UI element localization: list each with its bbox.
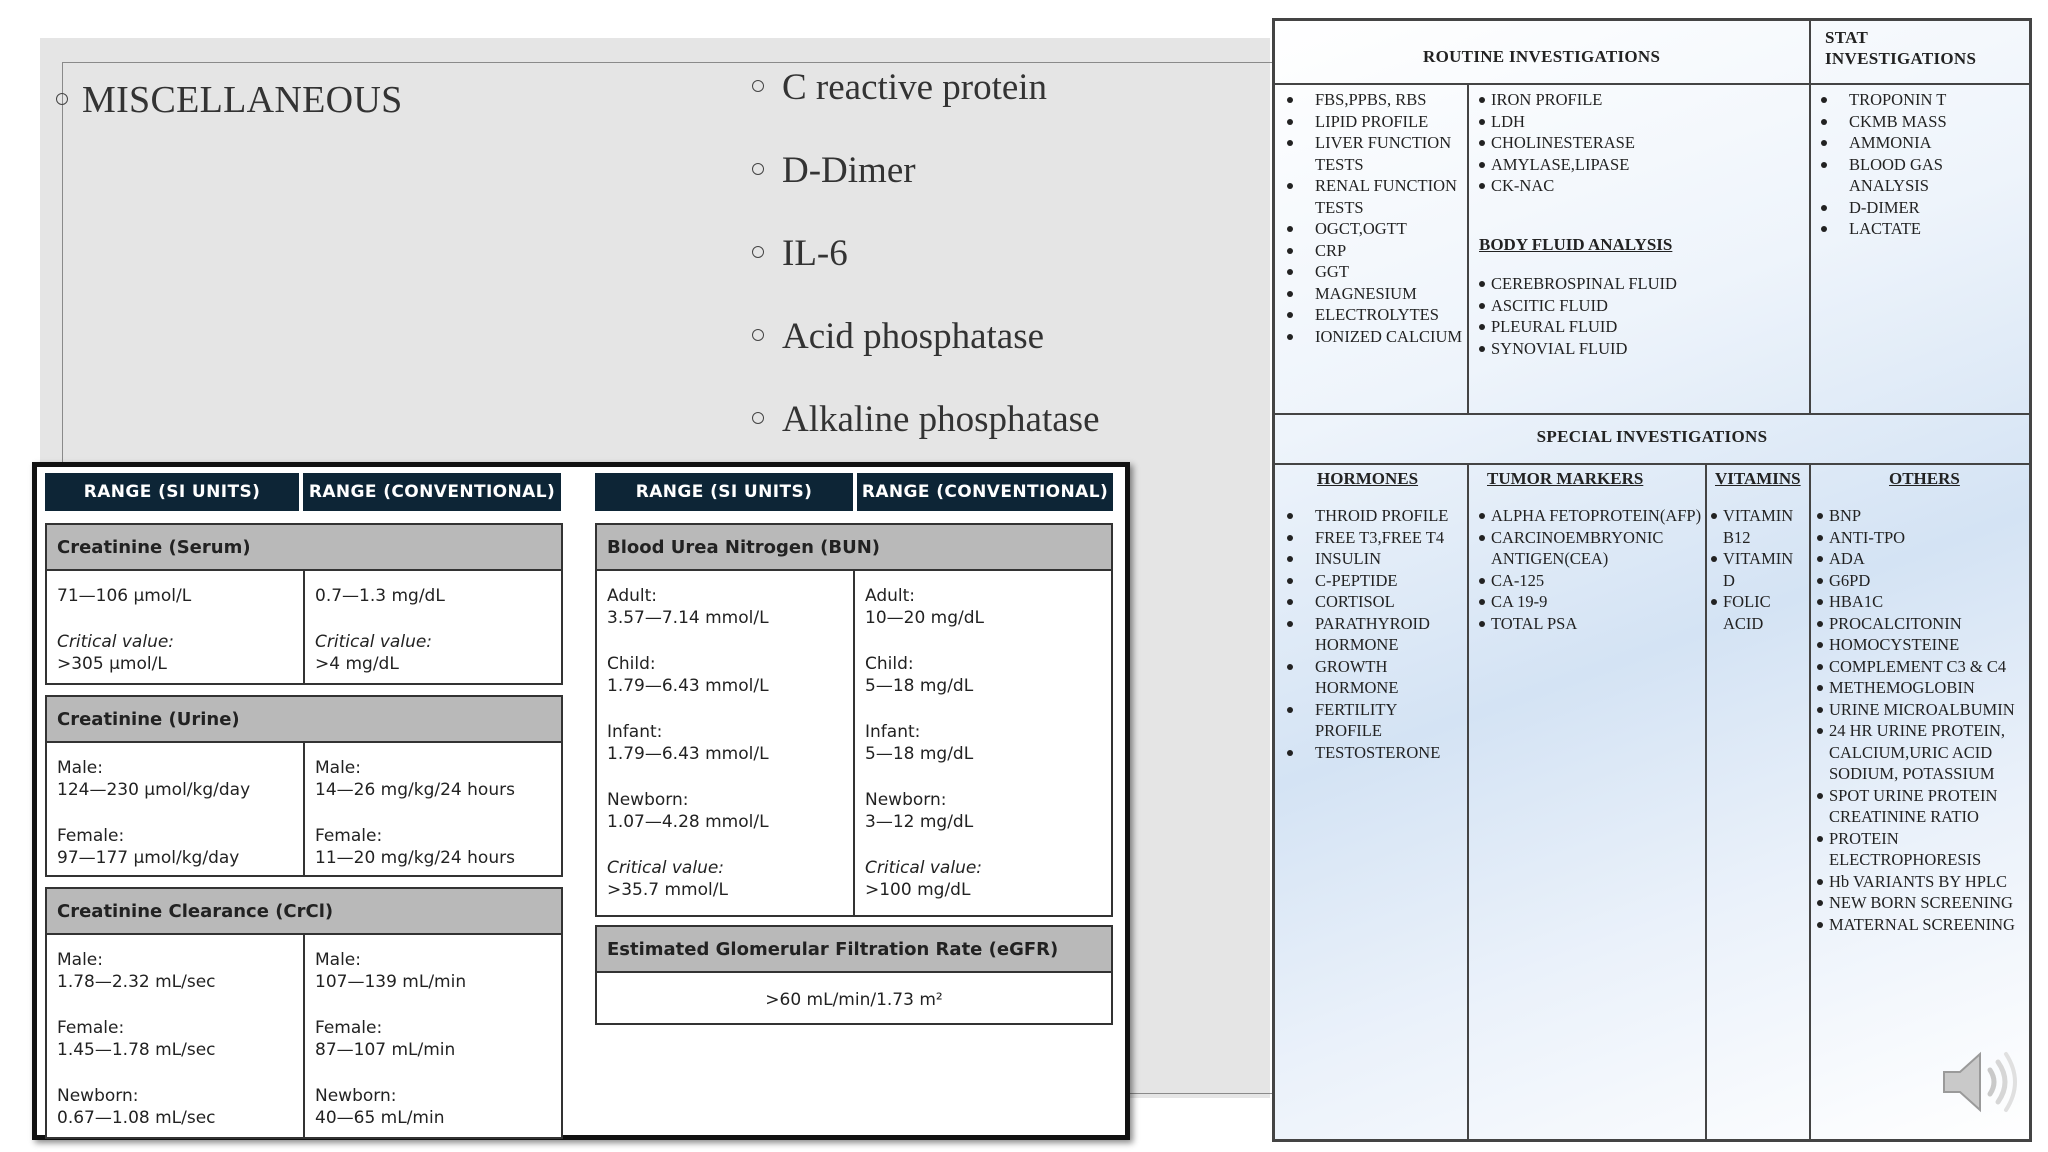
list-item: TESTOSTERONE [1279,742,1465,764]
cell-bun-si: Adult: 3.57—7.14 mmol/L Child: 1.79—6.43 mmol/L Infant: 1.79—6.43 mmol/L Newborn: 1.07—4.28 mmol/L Critical value: >35.7 mmol/L [595,569,855,917]
list-item: GROWTH HORMONE [1279,656,1465,699]
list-item: HOMOCYSTEINE [1815,634,2029,656]
slide-heading-text: MISCELLANEOUS [82,79,403,121]
stat-investigations-header: STAT INVESTIGATIONS [1825,28,1977,68]
list-item: OGCT,OGTT [1279,218,1465,240]
list-item: FBS,PPBS, RBS [1279,89,1465,111]
list-item: FOLIC ACID [1709,591,1807,634]
list-item: FREE T3,FREE T4 [1279,527,1465,549]
header-conventional: RANGE (CONVENTIONAL) [303,473,561,511]
list-item: MATERNAL SCREENING [1815,914,2029,936]
list-item: CARCINOEMBRYONIC ANTIGEN(CEA) [1477,527,1703,570]
list-item: COMPLEMENT C3 & C4 [1815,656,2029,678]
cell-egfr-value: >60 mL/min/1.73 m² [595,971,1113,1025]
list-item: THROID PROFILE [1279,505,1465,527]
list-item: C reactive protein [752,60,1100,143]
list-item: Hb VARIANTS BY HPLC [1815,871,2029,893]
list-item: G6PD [1815,570,2029,592]
list-item: ALPHA FETOPROTEIN(AFP) [1477,505,1703,527]
list-item: ASCITIC FLUID [1477,295,1797,317]
list-item: NEW BORN SCREENING [1815,892,2029,914]
header-conventional-right: RANGE (CONVENTIONAL) [857,473,1113,511]
list-item: D-DIMER [1813,197,2023,219]
special-investigations-header: SPECIAL INVESTIGATIONS [1536,427,1768,446]
list-item: LIVER FUNCTION TESTS [1279,132,1465,175]
cell-creatinine-urine-si: Male: 124—230 μmol/kg/day Female: 97—177 μmol/kg/day [45,741,305,877]
routine-list-1 [1279,89,1465,347]
circle-bullet-icon [752,246,764,258]
list-item: CORTISOL [1279,591,1465,613]
section-egfr: Estimated Glomerular Filtration Rate (eGFR) [595,925,1113,973]
list-item: METHEMOGLOBIN [1815,677,2029,699]
list-item: 24 HR URINE PROTEIN, CALCIUM,URIC ACID SODIUM, POTASSIUM [1815,720,2029,785]
header-si-units-right: RANGE (SI UNITS) [595,473,853,511]
misc-test-list [752,60,1100,475]
audio-speaker-icon[interactable] [1936,1040,2020,1124]
list-item: CHOLINESTERASE [1477,132,1797,154]
list-item: GGT [1279,261,1465,283]
list-item: LIPID PROFILE [1279,111,1465,133]
body-fluid-header: BODY FLUID ANALYSIS [1479,235,1673,254]
section-creatinine-urine: Creatinine (Urine) [45,695,563,743]
list-item: AMYLASE,LIPASE [1477,154,1797,176]
list-item: SPOT URINE PROTEIN CREATININE RATIO [1815,785,2029,828]
vitamins-list [1709,505,1807,634]
list-item: Acid phosphatase [752,309,1100,392]
list-item: BNP [1815,505,2029,527]
list-item: IRON PROFILE [1477,89,1797,111]
list-item: TROPONIN T [1813,89,2023,111]
list-item: BLOOD GAS ANALYSIS [1813,154,2023,197]
list-item: TOTAL PSA [1477,613,1703,635]
stat-list [1813,89,2023,240]
list-item: CA-125 [1477,570,1703,592]
section-creatinine-serum: Creatinine (Serum) [45,523,563,571]
list-item: LDH [1477,111,1797,133]
routine-list-2 [1477,89,1797,197]
list-item: VITAMIN B12 [1709,505,1807,548]
list-item: CEREBROSPINAL FLUID [1477,273,1797,295]
hormones-header: HORMONES [1317,469,1419,488]
list-item: PLEURAL FLUID [1477,316,1797,338]
circle-bullet-icon [752,329,764,341]
list-item: PARATHYROID HORMONE [1279,613,1465,656]
list-item: CA 19-9 [1477,591,1703,613]
tumor-markers-list [1477,505,1703,634]
hormones-list [1279,505,1465,763]
list-item: RENAL FUNCTION TESTS [1279,175,1465,218]
list-item: FERTILITY PROFILE [1279,699,1465,742]
bullet-icon [56,93,68,105]
cell-creatinine-serum-si: 71—106 μmol/L Critical value: >305 μmol/L [45,569,305,685]
list-item: PROTEIN ELECTROPHORESIS [1815,828,2029,871]
cell-creatinine-serum-conv: 0.7—1.3 mg/dL Critical value: >4 mg/dL [303,569,563,685]
investigations-panel [1272,18,2032,1142]
cell-creatinine-clearance-si: Male: 1.78—2.32 mL/sec Female: 1.45—1.78 mL/sec Newborn: 0.67—1.08 mL/sec [45,933,305,1139]
list-item: URINE MICROALBUMIN [1815,699,2029,721]
list-item: MAGNESIUM [1279,283,1465,305]
list-item: CKMB MASS [1813,111,2023,133]
list-item: C-PEPTIDE [1279,570,1465,592]
vitamins-header: VITAMINS [1715,469,1801,488]
list-item: CK-NAC [1477,175,1797,197]
list-item: IONIZED CALCIUM [1279,326,1465,348]
others-list [1815,505,2029,935]
list-item: ADA [1815,548,2029,570]
kidney-function-table [32,462,1130,1140]
list-item: Alkaline phosphatase [752,392,1100,475]
section-bun: Blood Urea Nitrogen (BUN) [595,523,1113,571]
circle-bullet-icon [752,412,764,424]
list-item: INSULIN [1279,548,1465,570]
list-item: D-Dimer [752,143,1100,226]
list-item: LACTATE [1813,218,2023,240]
circle-bullet-icon [752,80,764,92]
list-item: VITAMIN D [1709,548,1807,591]
cell-bun-conv: Adult: 10—20 mg/dL Child: 5—18 mg/dL Infant: 5—18 mg/dL Newborn: 3—12 mg/dL Critical value: >100 mg/dL [853,569,1113,917]
list-item: SYNOVIAL FLUID [1477,338,1797,360]
list-item: HBA1C [1815,591,2029,613]
list-item: IL-6 [752,226,1100,309]
list-item: ANTI-TPO [1815,527,2029,549]
slide-heading [56,78,403,122]
list-item: ELECTROLYTES [1279,304,1465,326]
body-fluid-list [1477,273,1797,359]
list-item: PROCALCITONIN [1815,613,2029,635]
others-header: OTHERS [1889,469,1960,488]
routine-investigations-header: ROUTINE INVESTIGATIONS [1423,47,1661,66]
circle-bullet-icon [752,163,764,175]
cell-creatinine-urine-conv: Male: 14—26 mg/kg/24 hours Female: 11—20 mg/kg/24 hours [303,741,563,877]
header-si-units: RANGE (SI UNITS) [45,473,299,511]
list-item: AMMONIA [1813,132,2023,154]
cell-creatinine-clearance-conv: Male: 107—139 mL/min Female: 87—107 mL/min Newborn: 40—65 mL/min [303,933,563,1139]
tumor-markers-header: TUMOR MARKERS [1487,469,1644,488]
section-creatinine-clearance: Creatinine Clearance (CrCl) [45,887,563,935]
list-item: CRP [1279,240,1465,262]
